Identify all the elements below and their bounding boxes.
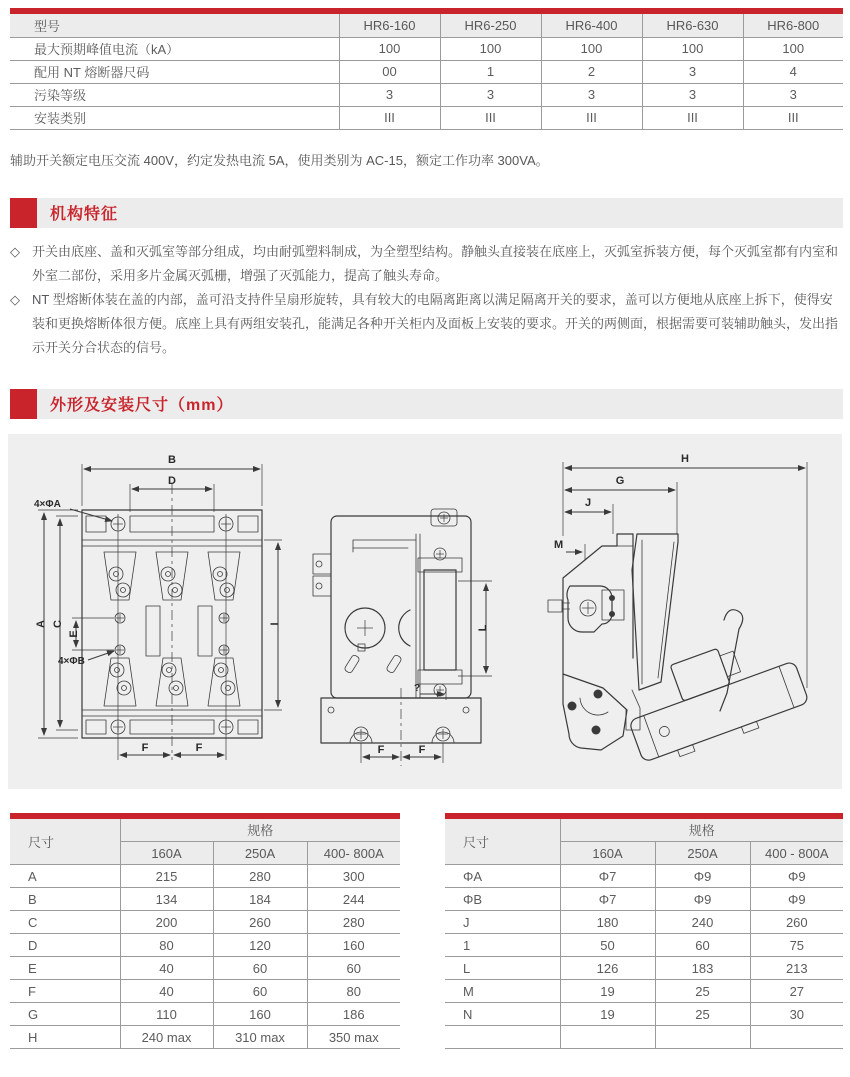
spec-col-hr6-800: HR6-800 [743, 14, 843, 37]
cell-value: 19 [560, 1003, 655, 1026]
cell-value: 30 [750, 1003, 843, 1026]
cell-value: III [541, 106, 642, 129]
cell-value: 240 [655, 911, 750, 934]
cell-value: 3 [743, 83, 843, 106]
cell-value: 40 [120, 957, 213, 980]
dim-label-j: J [584, 496, 592, 509]
table-row [445, 819, 843, 842]
dim-col-400-800a: 400- 800A [307, 842, 400, 865]
cell-value: Φ9 [750, 888, 843, 911]
cell-value: 215 [120, 865, 213, 888]
cell-value: 310 max [213, 1026, 307, 1049]
dim-label-b: B [168, 453, 176, 466]
dim-col-160a: 160A [120, 842, 213, 865]
drawing-front-view [30, 448, 292, 773]
dim-label-d: D [168, 474, 176, 487]
table-row [10, 957, 400, 980]
cell-value: 280 [213, 865, 307, 888]
cell-value: 260 [750, 911, 843, 934]
section-title: 机构特征 [50, 206, 119, 223]
row-label: 配用 NT 熔断器尺码 [10, 60, 339, 83]
table-row [10, 1003, 400, 1026]
table-row [445, 865, 843, 888]
dim-label-h: H [681, 452, 689, 465]
table-row [445, 957, 843, 980]
diamond-bullet-icon: ◇ [10, 243, 20, 259]
cell-value: 126 [560, 957, 655, 980]
table-row [10, 865, 400, 888]
cell-value: III [642, 106, 743, 129]
section-marker-square [10, 389, 37, 419]
dim-label-g: G [615, 474, 625, 487]
open-view-dimensions [554, 453, 807, 688]
dim-label-f: F [195, 741, 203, 754]
cell-value: 00 [339, 60, 440, 83]
section-header-mechanism [10, 198, 843, 228]
row-label: D [10, 934, 120, 957]
dim-label-q: ? [414, 682, 421, 694]
cell-value: Φ7 [560, 888, 655, 911]
cell-value: 280 [307, 911, 400, 934]
table-row [10, 911, 400, 934]
dimension-table-right-wrap [445, 813, 843, 1050]
row-label [445, 1026, 560, 1049]
cell-value: 25 [655, 980, 750, 1003]
cell-value: 160 [213, 1003, 307, 1026]
cell-value: 2 [541, 60, 642, 83]
cell-value: 240 max [120, 1026, 213, 1049]
dim-label-a: A [35, 619, 47, 628]
cell-value: 100 [743, 37, 843, 60]
row-label: 污染等级 [10, 83, 339, 106]
table-row [445, 911, 843, 934]
table-body [10, 865, 400, 1049]
bullet-item [10, 240, 842, 288]
row-label: B [10, 888, 120, 911]
table-row [445, 980, 843, 1003]
cell-value: 3 [440, 83, 541, 106]
dim-group-label: 规格 [560, 819, 843, 842]
row-label: ΦB [445, 888, 560, 911]
dim-label-4xphi-a: 4×ΦA [34, 498, 61, 510]
spec-table [10, 14, 843, 130]
cell-value: 244 [307, 888, 400, 911]
section-marker-square [10, 198, 37, 228]
cell-value: Φ9 [655, 865, 750, 888]
row-label: 最大预期峰值电流（kA） [10, 37, 339, 60]
side-view-dimensions [361, 581, 492, 763]
cell-value: 25 [655, 1003, 750, 1026]
row-label: M [445, 980, 560, 1003]
row-label: N [445, 1003, 560, 1026]
table-row [10, 934, 400, 957]
cell-value: 3 [642, 83, 743, 106]
cell-value: 75 [750, 934, 843, 957]
spec-col-hr6-160: HR6-160 [339, 14, 440, 37]
table-row [445, 888, 843, 911]
table-row [10, 888, 400, 911]
dim-label-e: E [68, 629, 80, 638]
cell-value: 180 [560, 911, 655, 934]
drawing-side-view [308, 448, 523, 773]
row-label: 1 [445, 934, 560, 957]
row-label: J [445, 911, 560, 934]
spec-col-model: 型号 [10, 14, 339, 37]
row-label: ΦA [445, 865, 560, 888]
cell-value: 186 [307, 1003, 400, 1026]
dim-col-250a: 250A [655, 842, 750, 865]
table-row [10, 83, 843, 106]
mechanism-bullets [10, 240, 842, 360]
table-row [445, 934, 843, 957]
cell-value: 350 max [307, 1026, 400, 1049]
cell-value: 183 [655, 957, 750, 980]
table-row [445, 1003, 843, 1026]
row-label: C [10, 911, 120, 934]
table-row [10, 60, 843, 83]
aux-switch-note: 辅助开关额定电压交流 400V，约定发热电流 5A，使用类别为 AC-15，额定工作功率 300VA。 [10, 152, 549, 168]
cell-value: 134 [120, 888, 213, 911]
row-label: E [10, 957, 120, 980]
cell-value: III [743, 106, 843, 129]
table-row [10, 980, 400, 1003]
table-row [445, 1026, 843, 1049]
cell-value: 3 [642, 60, 743, 83]
cell-value: 60 [213, 957, 307, 980]
table-row [10, 14, 843, 37]
bullet-item [10, 288, 842, 360]
table-header [445, 819, 843, 865]
spec-col-hr6-250: HR6-250 [440, 14, 541, 37]
row-label: 安装类别 [10, 106, 339, 129]
bullet-text: NT 型熔断体装在盖的内部，盖可沿支持件呈扇形旋转，具有较大的电隔离距离以满足隔离开关的要求，盖可以方便地从底座上拆下，使得安装和更换熔断体很方便。底座上具有两组安装孔，能满足各种开关柜内及面板上安装的要求。开关的两侧面，根据需要可装辅助触头，发出指示开关分合状态的信号。 [32, 291, 839, 355]
dim-label-f: F [418, 743, 426, 756]
table-row [10, 106, 843, 129]
cell-value: 120 [213, 934, 307, 957]
cell-value: 40 [120, 980, 213, 1003]
cell-value: 160 [307, 934, 400, 957]
table-row [10, 819, 400, 842]
drawing-open-view [540, 448, 835, 773]
table-row [10, 37, 843, 60]
cell-value: 110 [120, 1003, 213, 1026]
section-header-dimensions [10, 389, 843, 419]
cell-value: 100 [541, 37, 642, 60]
cell-value: 4 [743, 60, 843, 83]
cell-value: 1 [440, 60, 541, 83]
cell-value [750, 1026, 843, 1049]
dim-corner-label: 尺寸 [445, 819, 560, 865]
dim-col-160a: 160A [560, 842, 655, 865]
dim-label-c: C [52, 619, 64, 628]
spec-col-hr6-400: HR6-400 [541, 14, 642, 37]
cell-value [560, 1026, 655, 1049]
dim-label-4xphi-b: 4×ΦB [58, 655, 85, 667]
row-label: F [10, 980, 120, 1003]
dimension-table-left [10, 819, 400, 1050]
dim-corner-label: 尺寸 [10, 819, 120, 865]
dim-label-m: M [554, 538, 564, 551]
cell-value: III [339, 106, 440, 129]
row-label: G [10, 1003, 120, 1026]
cell-value: 200 [120, 911, 213, 934]
dim-col-400-800a: 400 - 800A [750, 842, 843, 865]
dim-label-i: I [269, 621, 281, 626]
cell-value: Φ9 [750, 865, 843, 888]
datasheet-page [0, 8, 850, 1077]
spec-col-hr6-630: HR6-630 [642, 14, 743, 37]
cell-value: 60 [307, 957, 400, 980]
cell-value: 80 [120, 934, 213, 957]
cell-value: 80 [307, 980, 400, 1003]
cell-value: 100 [440, 37, 541, 60]
bullet-text: 开关由底座、盖和灭弧室等部分组成，均由耐弧塑料制成，为全塑型结构。静触头直接装在底座上，灭弧室拆装方便，每个灭弧室都有内室和外室二部份，采用多片金属灭弧栅，增强了灭弧能力，提高了触头寿命。 [32, 243, 839, 283]
cell-value: 100 [642, 37, 743, 60]
row-label: A [10, 865, 120, 888]
table-header [10, 819, 400, 865]
table-row [10, 1026, 400, 1049]
dim-col-250a: 250A [213, 842, 307, 865]
dimension-table-right [445, 819, 843, 1050]
table-body [445, 865, 843, 1049]
cell-value: Φ7 [560, 865, 655, 888]
cell-value: 100 [339, 37, 440, 60]
row-label: L [445, 957, 560, 980]
cell-value: 3 [541, 83, 642, 106]
dimension-tables [10, 813, 843, 1050]
row-label: H [10, 1026, 120, 1049]
cell-value: Φ9 [655, 888, 750, 911]
diamond-bullet-icon: ◇ [10, 291, 20, 307]
cell-value: 213 [750, 957, 843, 980]
dim-group-label: 规格 [120, 819, 400, 842]
front-view-dimensions [34, 454, 282, 760]
dim-label-f: F [141, 741, 149, 754]
cell-value: 3 [339, 83, 440, 106]
dimension-drawings-panel [8, 434, 842, 789]
dim-label-l: L [477, 624, 489, 631]
section-title: 外形及安装尺寸（mm） [50, 397, 234, 414]
dimension-table-left-wrap [10, 813, 400, 1050]
cell-value: 27 [750, 980, 843, 1003]
dim-label-f: F [377, 743, 385, 756]
cell-value [655, 1026, 750, 1049]
cell-value: 260 [213, 911, 307, 934]
spec-table-body [10, 37, 843, 129]
spec-table-header [10, 14, 843, 37]
side-view-outline [313, 509, 481, 766]
front-view-outline [82, 484, 262, 760]
cell-value: III [440, 106, 541, 129]
cell-value: 60 [655, 934, 750, 957]
cell-value: 50 [560, 934, 655, 957]
cell-value: 184 [213, 888, 307, 911]
cell-value: 60 [213, 980, 307, 1003]
cell-value: 19 [560, 980, 655, 1003]
open-view-outline [548, 534, 811, 769]
cell-value: 300 [307, 865, 400, 888]
